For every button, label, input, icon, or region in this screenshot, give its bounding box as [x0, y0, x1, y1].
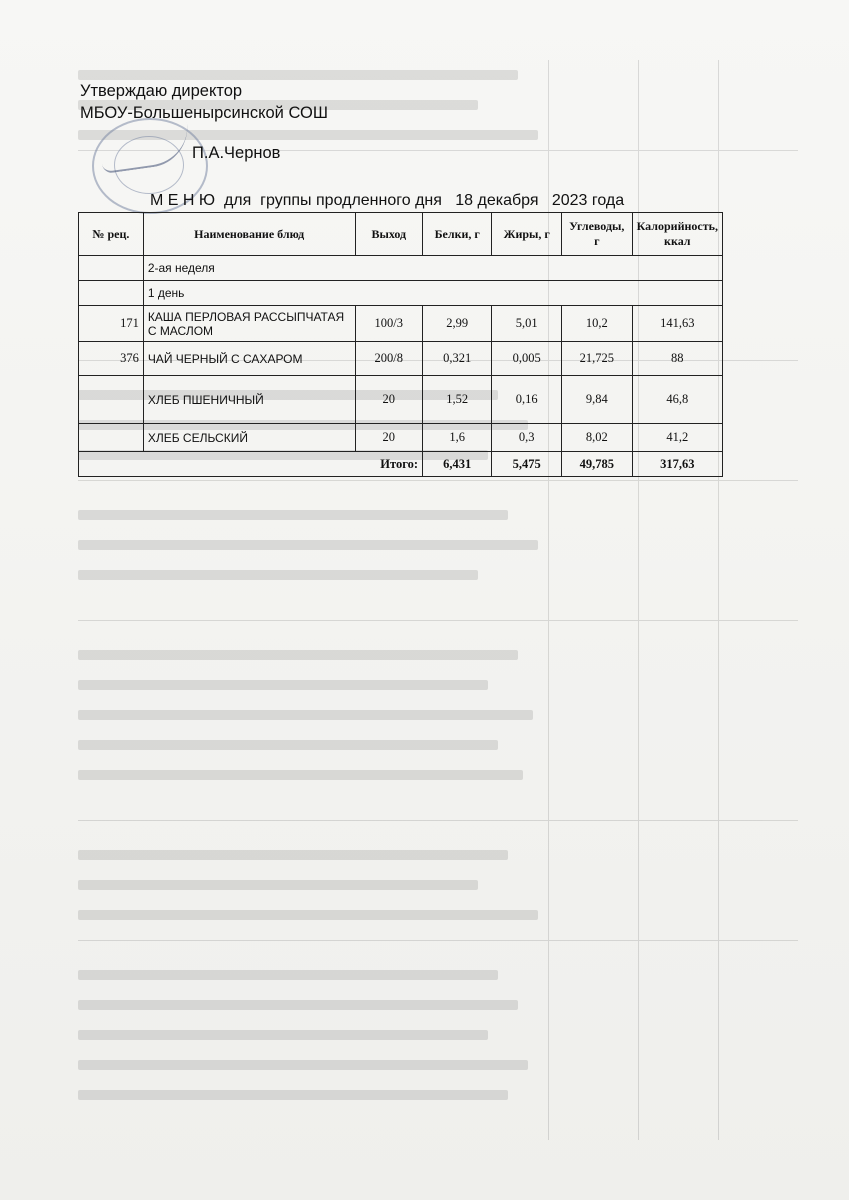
dish-fat: 0,3: [492, 424, 562, 452]
dish-calories: 88: [632, 342, 722, 376]
dish-output: 20: [355, 376, 422, 424]
total-carbs: 49,785: [562, 452, 633, 477]
recipe-number: [79, 424, 144, 452]
dish-protein: 2,99: [423, 306, 492, 342]
dish-carbs: 9,84: [562, 376, 633, 424]
dish-calories: 141,63: [632, 306, 722, 342]
header-carbs: Углеводы, г: [562, 213, 633, 256]
dish-fat: 5,01: [492, 306, 562, 342]
total-fat: 5,475: [492, 452, 562, 477]
total-calories: 317,63: [632, 452, 722, 477]
menu-table: [78, 212, 723, 477]
dish-output: 200/8: [355, 342, 422, 376]
header-output: Выход: [355, 213, 422, 256]
total-protein: 6,431: [423, 452, 492, 477]
approval-director-name: П.А.Чернов: [192, 144, 281, 162]
dish-carbs: 8,02: [562, 424, 633, 452]
dish-output: 20: [355, 424, 422, 452]
dish-name: ХЛЕБ ПШЕНИЧНЫЙ: [143, 376, 355, 424]
week-label: 2-ая неделя: [143, 256, 722, 281]
dish-fat: 0,005: [492, 342, 562, 376]
dish-calories: 41,2: [632, 424, 722, 452]
table-row: [79, 376, 723, 424]
table-row: [79, 424, 723, 452]
header-protein: Белки, г: [423, 213, 492, 256]
dish-name: ХЛЕБ СЕЛЬСКИЙ: [143, 424, 355, 452]
table-row: [79, 342, 723, 376]
total-label: Итого:: [79, 452, 423, 477]
menu-title: М Е Н Ю для группы продленного дня 18 декабря 2023 года: [150, 192, 625, 209]
table-row: [79, 306, 723, 342]
table-header-row: [79, 213, 723, 256]
header-calories: Калорийность, ккал: [632, 213, 722, 256]
dish-output: 100/3: [355, 306, 422, 342]
week-row: [79, 256, 723, 281]
dish-name: ЧАЙ ЧЕРНЫЙ С САХАРОМ: [143, 342, 355, 376]
dish-name: КАША ПЕРЛОВАЯ РАССЫПЧАТАЯ С МАСЛОМ: [143, 306, 355, 342]
day-label: 1 день: [143, 281, 722, 306]
dish-protein: 1,6: [423, 424, 492, 452]
header-dish-name: Наименование блюд: [143, 213, 355, 256]
dish-protein: 0,321: [423, 342, 492, 376]
total-row: [79, 452, 723, 477]
dish-protein: 1,52: [423, 376, 492, 424]
recipe-number: 376: [79, 342, 144, 376]
approval-line-1: Утверждаю директор: [80, 82, 243, 100]
approval-block: [80, 80, 328, 164]
dish-fat: 0,16: [492, 376, 562, 424]
approval-line-2: МБОУ-Большенырсинской СОШ: [80, 104, 328, 122]
header-fat: Жиры, г: [492, 213, 562, 256]
dish-carbs: 21,725: [562, 342, 633, 376]
header-recipe-number: № рец.: [79, 213, 144, 256]
dish-carbs: 10,2: [562, 306, 633, 342]
day-row: [79, 281, 723, 306]
recipe-number: 171: [79, 306, 144, 342]
recipe-number: [79, 376, 144, 424]
dish-calories: 46,8: [632, 376, 722, 424]
